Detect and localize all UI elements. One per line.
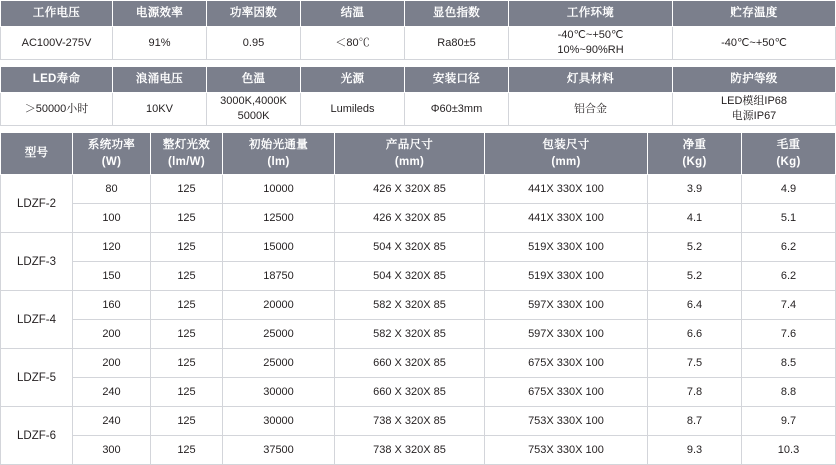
spec1-header-cell: 电源效率 <box>113 1 207 27</box>
spec2-value-text: Φ60±3mm <box>430 102 483 115</box>
cell-net-weight: 5.2 <box>648 233 742 262</box>
spec2-header-cell: 防护等级 <box>673 67 836 93</box>
col-header-text: 毛重 (Kg) <box>776 139 801 168</box>
cell-package-size: 675X 330X 100 <box>485 349 648 378</box>
cell-power: 240 <box>73 407 151 436</box>
cell-gross-weight: 6.2 <box>742 233 836 262</box>
spec-table-1 <box>0 0 836 60</box>
cell-product-size: 426 X 320X 85 <box>335 175 485 204</box>
cell-lumens: 30000 <box>223 378 335 407</box>
spec2-value-text: 10KV <box>146 102 173 115</box>
product-data-table <box>0 132 836 465</box>
spec1-value-text: AC100V-275V <box>21 36 92 49</box>
spec2-header-cell: 安装口径 <box>405 67 509 93</box>
cell-product-size: 738 X 320X 85 <box>335 407 485 436</box>
spec2-header-cell: LED寿命 <box>1 67 113 93</box>
spec2-header-cell: 浪涌电压 <box>113 67 207 93</box>
spec-value-row-2 <box>1 93 836 126</box>
cell-product-size: 582 X 320X 85 <box>335 291 485 320</box>
spec2-value-cell <box>405 93 509 126</box>
cell-package-size: 675X 330X 100 <box>485 378 648 407</box>
cell-power: 200 <box>73 349 151 378</box>
cell-efficacy: 125 <box>151 349 223 378</box>
spec2-value-text: Lumileds <box>330 102 375 115</box>
cell-efficacy: 125 <box>151 320 223 349</box>
cell-package-size: 519X 330X 100 <box>485 233 648 262</box>
cell-product-size: 504 X 320X 85 <box>335 233 485 262</box>
spec1-header-cell: 功率因数 <box>207 1 301 27</box>
spec1-value-cell <box>1 27 113 60</box>
col-header-product-size <box>335 133 485 175</box>
cell-efficacy: 125 <box>151 407 223 436</box>
spec-value-row-1 <box>1 27 836 60</box>
spec1-value-text: 0.95 <box>242 36 265 49</box>
cell-net-weight: 5.2 <box>648 262 742 291</box>
spec-header-row-1 <box>1 1 836 27</box>
cell-product-size: 738 X 320X 85 <box>335 436 485 465</box>
cell-product-size: 660 X 320X 85 <box>335 349 485 378</box>
cell-efficacy: 125 <box>151 262 223 291</box>
spec2-value-cell <box>673 93 836 126</box>
spec2-header-cell: 灯具材料 <box>509 67 673 93</box>
spec1-header-cell: 结温 <box>301 1 405 27</box>
data-header-row <box>1 133 836 175</box>
spec2-value-cell <box>509 93 673 126</box>
col-header-power <box>73 133 151 175</box>
table-row <box>1 320 836 349</box>
col-header-text: 产品尺寸 (mm) <box>385 139 434 168</box>
spec1-header-cell: 工作电压 <box>1 1 113 27</box>
col-header-net-weight <box>648 133 742 175</box>
spec-table-2 <box>0 66 836 126</box>
cell-gross-weight: 7.6 <box>742 320 836 349</box>
cell-model: LDZF-2 <box>1 175 73 233</box>
cell-package-size: 597X 330X 100 <box>485 320 648 349</box>
spec2-value-cell <box>301 93 405 126</box>
col-header-text: 包装尺寸 (mm) <box>542 139 590 168</box>
col-header-text: 初始光通量 (lm) <box>249 139 308 168</box>
col-header-lumens <box>223 133 335 175</box>
cell-lumens: 25000 <box>223 349 335 378</box>
cell-model: LDZF-3 <box>1 233 73 291</box>
spec2-value-text: 3000K,4000K 5000K <box>220 95 287 122</box>
spec2-header-cell: 色温 <box>207 67 301 93</box>
cell-gross-weight: 4.9 <box>742 175 836 204</box>
spec1-value-cell <box>207 27 301 60</box>
col-header-gross-weight <box>742 133 836 175</box>
cell-package-size: 441X 330X 100 <box>485 204 648 233</box>
cell-power: 300 <box>73 436 151 465</box>
spec2-value-cell <box>113 93 207 126</box>
spec1-value-cell <box>301 27 405 60</box>
cell-product-size: 582 X 320X 85 <box>335 320 485 349</box>
cell-net-weight: 6.6 <box>648 320 742 349</box>
cell-package-size: 441X 330X 100 <box>485 175 648 204</box>
cell-net-weight: 3.9 <box>648 175 742 204</box>
cell-package-size: 597X 330X 100 <box>485 291 648 320</box>
spec1-value-cell <box>405 27 509 60</box>
cell-power: 150 <box>73 262 151 291</box>
cell-gross-weight: 8.8 <box>742 378 836 407</box>
cell-package-size: 753X 330X 100 <box>485 436 648 465</box>
cell-gross-weight: 5.1 <box>742 204 836 233</box>
cell-model: LDZF-6 <box>1 407 73 465</box>
col-header-text: 净重 (Kg) <box>682 139 707 168</box>
spec1-header-cell: 工作环境 <box>509 1 673 27</box>
table-row <box>1 262 836 291</box>
cell-product-size: 426 X 320X 85 <box>335 204 485 233</box>
cell-power: 80 <box>73 175 151 204</box>
col-header-efficacy <box>151 133 223 175</box>
cell-lumens: 10000 <box>223 175 335 204</box>
cell-net-weight: 7.5 <box>648 349 742 378</box>
spec2-value-text: 铝合金 <box>574 102 607 115</box>
cell-net-weight: 8.7 <box>648 407 742 436</box>
spec1-value-text: Ra80±5 <box>437 36 476 49</box>
spec-header-row-2 <box>1 67 836 93</box>
cell-gross-weight: 8.5 <box>742 349 836 378</box>
spec1-header-cell: 显色指数 <box>405 1 509 27</box>
cell-efficacy: 125 <box>151 436 223 465</box>
spec1-value-text: 91% <box>148 36 171 49</box>
cell-lumens: 12500 <box>223 204 335 233</box>
cell-power: 240 <box>73 378 151 407</box>
table-row <box>1 407 836 436</box>
cell-efficacy: 125 <box>151 233 223 262</box>
cell-power: 100 <box>73 204 151 233</box>
cell-gross-weight: 6.2 <box>742 262 836 291</box>
cell-efficacy: 125 <box>151 204 223 233</box>
col-header-text: 系统功率 (W) <box>87 139 136 168</box>
spec1-value-cell <box>113 27 207 60</box>
table-row <box>1 291 836 320</box>
cell-product-size: 660 X 320X 85 <box>335 378 485 407</box>
cell-net-weight: 4.1 <box>648 204 742 233</box>
col-header-model <box>1 133 73 175</box>
spec1-value-text: -40℃~+50℃ <box>721 36 787 49</box>
cell-efficacy: 125 <box>151 175 223 204</box>
spec2-value-text: ＞50000小时 <box>24 102 89 115</box>
cell-power: 120 <box>73 233 151 262</box>
cell-package-size: 519X 330X 100 <box>485 262 648 291</box>
spec1-value-text: -40℃~+50℃ 10%~90%RH <box>557 29 624 56</box>
spec2-value-cell <box>207 93 301 126</box>
table-row <box>1 233 836 262</box>
table-row <box>1 175 836 204</box>
cell-gross-weight: 7.4 <box>742 291 836 320</box>
cell-package-size: 753X 330X 100 <box>485 407 648 436</box>
cell-power: 200 <box>73 320 151 349</box>
spec1-header-cell: 贮存温度 <box>673 1 836 27</box>
cell-net-weight: 9.3 <box>648 436 742 465</box>
cell-model: LDZF-5 <box>1 349 73 407</box>
spec1-value-cell <box>509 27 673 60</box>
cell-lumens: 30000 <box>223 407 335 436</box>
cell-net-weight: 7.8 <box>648 378 742 407</box>
spec1-value-text: ＜80℃ <box>335 36 370 49</box>
cell-efficacy: 125 <box>151 291 223 320</box>
spec2-header-cell: 光源 <box>301 67 405 93</box>
table-row <box>1 204 836 233</box>
col-header-text: 型号 <box>24 147 49 160</box>
spec1-value-cell <box>673 27 836 60</box>
cell-lumens: 25000 <box>223 320 335 349</box>
cell-lumens: 37500 <box>223 436 335 465</box>
cell-net-weight: 6.4 <box>648 291 742 320</box>
cell-product-size: 504 X 320X 85 <box>335 262 485 291</box>
cell-gross-weight: 9.7 <box>742 407 836 436</box>
col-header-package-size <box>485 133 648 175</box>
data-body <box>1 175 836 465</box>
cell-lumens: 18750 <box>223 262 335 291</box>
cell-efficacy: 125 <box>151 378 223 407</box>
table-row <box>1 436 836 465</box>
table-row <box>1 378 836 407</box>
spec2-value-text: LED模组IP68 电源IP67 <box>720 95 788 122</box>
cell-gross-weight: 10.3 <box>742 436 836 465</box>
cell-lumens: 20000 <box>223 291 335 320</box>
table-row <box>1 349 836 378</box>
cell-model: LDZF-4 <box>1 291 73 349</box>
cell-lumens: 15000 <box>223 233 335 262</box>
cell-power: 160 <box>73 291 151 320</box>
col-header-text: 整灯光效 (lm/W) <box>162 139 211 168</box>
spec2-value-cell <box>1 93 113 126</box>
